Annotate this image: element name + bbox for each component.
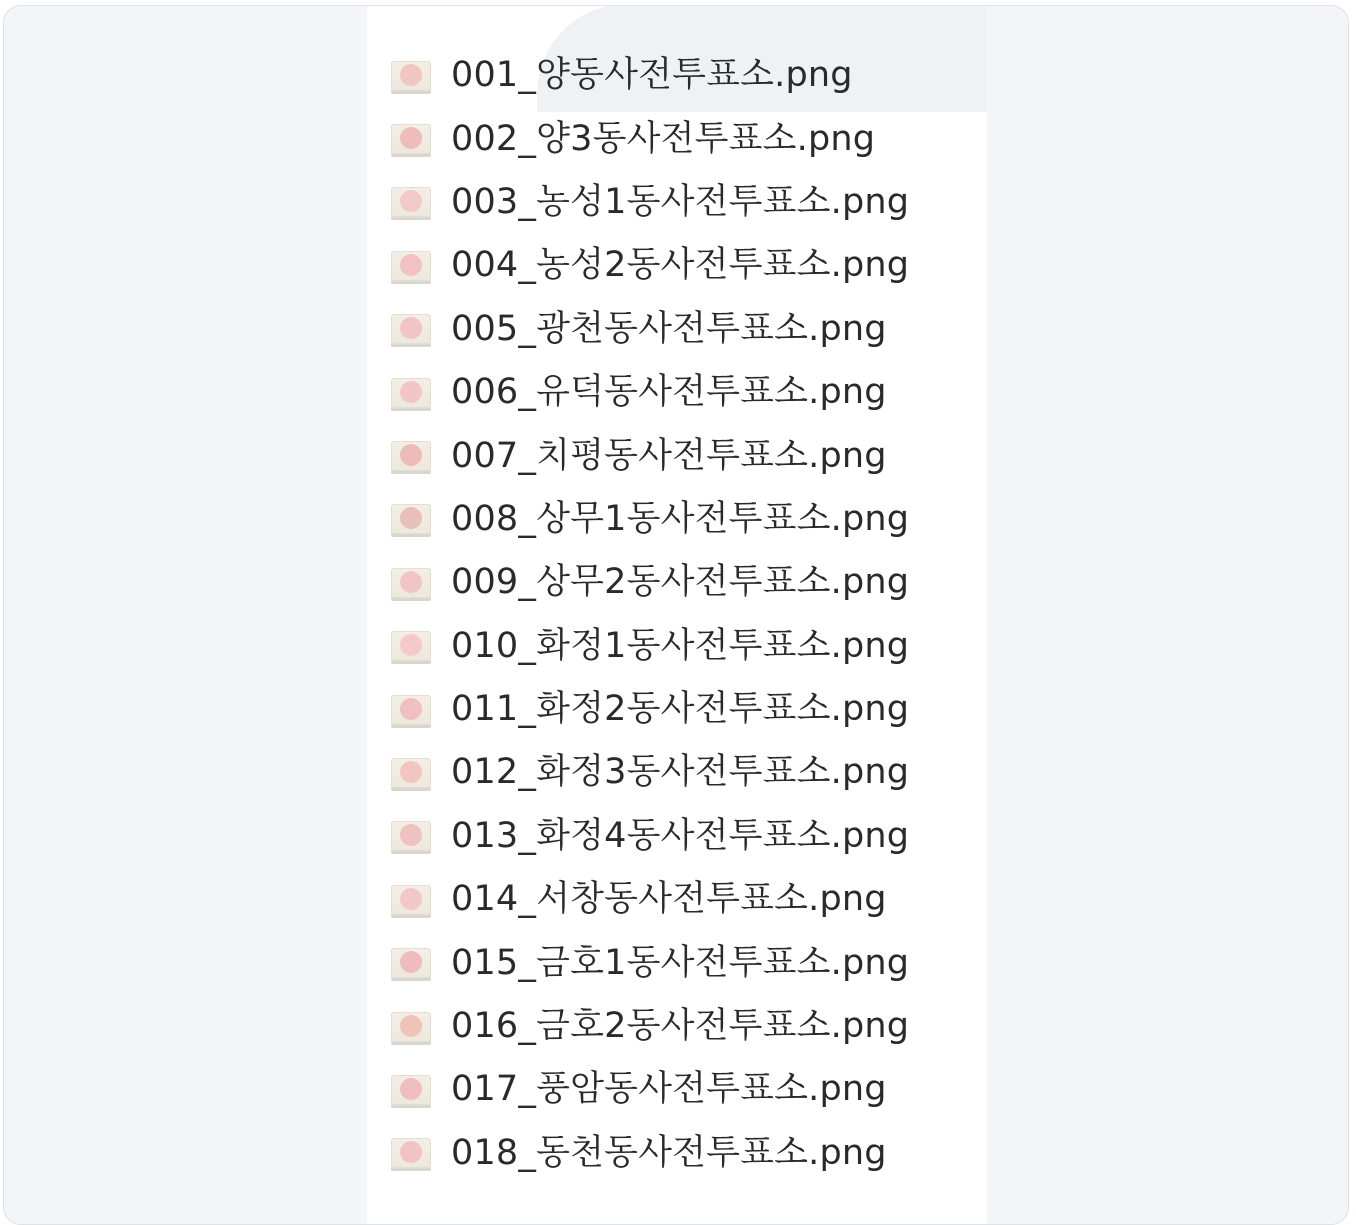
file-name: 018_동천동사전투표소.png bbox=[451, 1132, 887, 1173]
file-name: 002_양3동사전투표소.png bbox=[451, 118, 876, 159]
file-item[interactable] bbox=[391, 931, 909, 994]
image-thumbnail-icon bbox=[391, 1012, 431, 1042]
file-name: 005_광천동사전투표소.png bbox=[451, 308, 887, 349]
file-item[interactable] bbox=[391, 171, 909, 234]
file-name: 013_화정4동사전투표소.png bbox=[451, 815, 910, 856]
file-name: 011_화정2동사전투표소.png bbox=[451, 689, 910, 730]
file-item[interactable] bbox=[391, 361, 909, 424]
image-thumbnail-icon bbox=[391, 821, 431, 851]
finder-list-view bbox=[367, 6, 987, 1225]
file-name: 010_화정1동사전투표소.png bbox=[451, 625, 910, 666]
file-item[interactable] bbox=[391, 678, 909, 741]
file-item[interactable] bbox=[391, 868, 909, 931]
file-item[interactable] bbox=[391, 615, 909, 678]
file-item[interactable] bbox=[391, 805, 909, 868]
image-thumbnail-icon bbox=[391, 61, 431, 91]
image-thumbnail-icon bbox=[391, 441, 431, 471]
file-item[interactable] bbox=[391, 551, 909, 614]
file-item[interactable] bbox=[391, 298, 909, 361]
file-name: 014_서창동사전투표소.png bbox=[451, 879, 887, 920]
image-thumbnail-icon bbox=[391, 124, 431, 154]
file-name: 007_치평동사전투표소.png bbox=[451, 435, 887, 476]
file-name: 003_농성1동사전투표소.png bbox=[451, 181, 910, 222]
file-item[interactable] bbox=[391, 488, 909, 551]
image-thumbnail-icon bbox=[391, 251, 431, 281]
file-item[interactable] bbox=[391, 234, 909, 297]
file-name: 004_농성2동사전투표소.png bbox=[451, 245, 910, 286]
file-name: 015_금호1동사전투표소.png bbox=[451, 942, 910, 983]
image-thumbnail-icon bbox=[391, 504, 431, 534]
screenshot-frame bbox=[3, 5, 1349, 1225]
file-name: 016_금호2동사전투표소.png bbox=[451, 1006, 910, 1047]
image-thumbnail-icon bbox=[391, 885, 431, 915]
file-name: 006_유덕동사전투표소.png bbox=[451, 372, 887, 413]
file-name: 008_상무1동사전투표소.png bbox=[451, 498, 910, 539]
file-item[interactable] bbox=[391, 1122, 909, 1185]
file-name: 001_양동사전투표소.png bbox=[451, 55, 853, 96]
image-thumbnail-icon bbox=[391, 187, 431, 217]
file-item[interactable] bbox=[391, 995, 909, 1058]
file-name: 017_풍암동사전투표소.png bbox=[451, 1069, 887, 1110]
image-thumbnail-icon bbox=[391, 758, 431, 788]
image-thumbnail-icon bbox=[391, 695, 431, 725]
file-list bbox=[391, 44, 909, 1185]
file-item[interactable] bbox=[391, 107, 909, 170]
image-thumbnail-icon bbox=[391, 314, 431, 344]
image-thumbnail-icon bbox=[391, 378, 431, 408]
file-item[interactable] bbox=[391, 741, 909, 804]
image-thumbnail-icon bbox=[391, 1138, 431, 1168]
file-name: 009_상무2동사전투표소.png bbox=[451, 562, 910, 603]
image-thumbnail-icon bbox=[391, 1075, 431, 1105]
file-item[interactable] bbox=[391, 424, 909, 487]
image-thumbnail-icon bbox=[391, 568, 431, 598]
image-thumbnail-icon bbox=[391, 948, 431, 978]
file-item[interactable] bbox=[391, 44, 909, 107]
image-thumbnail-icon bbox=[391, 631, 431, 661]
file-item[interactable] bbox=[391, 1058, 909, 1121]
file-name: 012_화정3동사전투표소.png bbox=[451, 752, 910, 793]
